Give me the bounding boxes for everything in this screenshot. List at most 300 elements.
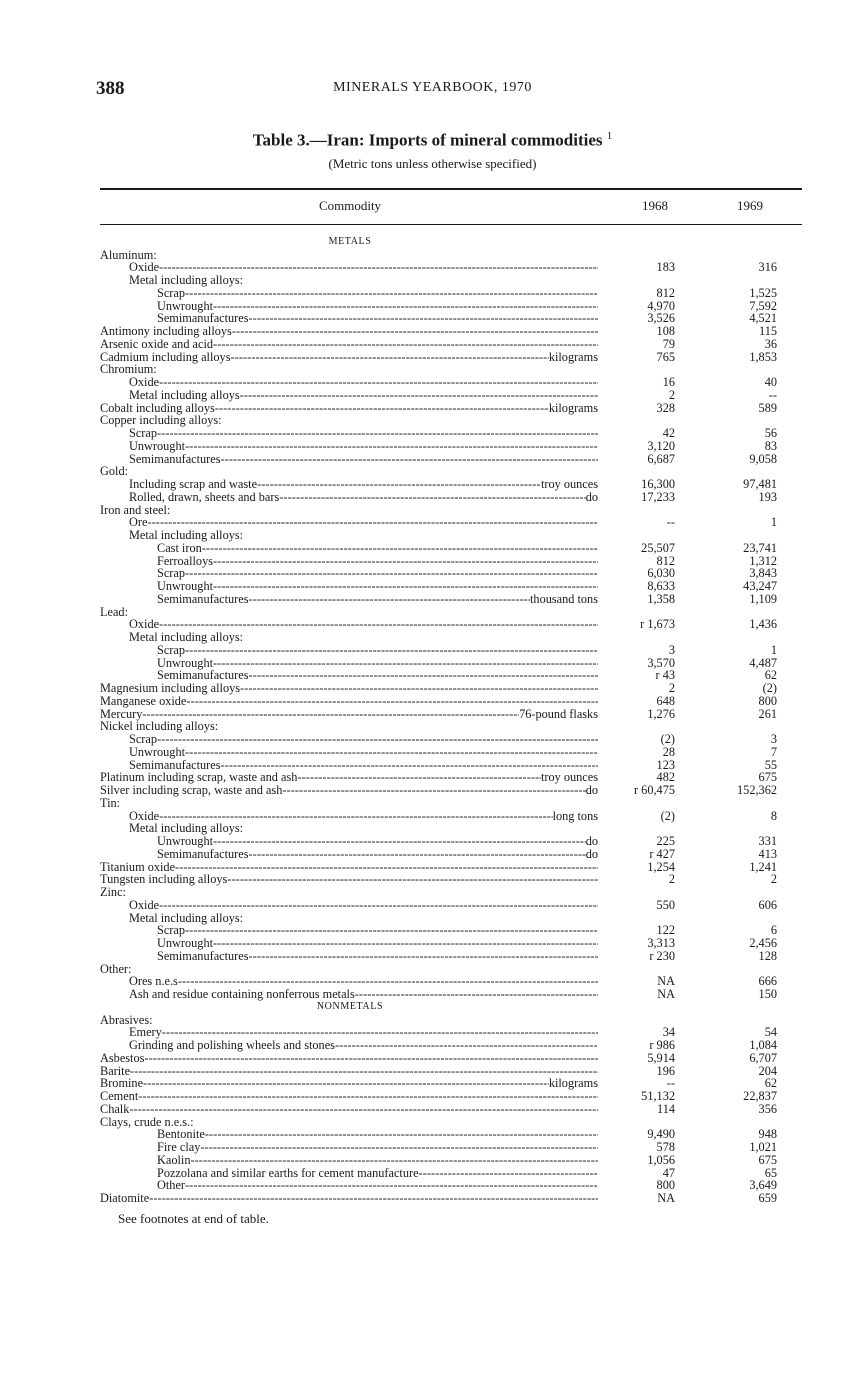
commodity-label: Chalk (100, 1103, 130, 1116)
group-label: Metal including alloys: (129, 273, 244, 287)
column-header-commodity: Commodity (318, 198, 382, 213)
group-label: Metal including alloys: (129, 911, 244, 925)
value-1969: 40 (764, 375, 777, 389)
value-1968: 4,970 (647, 299, 675, 313)
table-row (100, 580, 800, 593)
table-row (100, 733, 800, 746)
table-row (100, 427, 800, 440)
commodity-cell (157, 1128, 598, 1141)
value-1968: 812 (656, 554, 675, 568)
value-1969: 1,021 (749, 1140, 777, 1154)
commodity-label: Asbestos (100, 1052, 145, 1065)
unit-label: kilograms (548, 351, 598, 364)
leader-dots (185, 567, 598, 580)
commodity-cell (157, 835, 598, 848)
commodity-label: Other (157, 1179, 185, 1192)
value-1968: r 986 (649, 1038, 675, 1052)
table-row (100, 593, 800, 606)
value-1969: 22,837 (743, 1089, 777, 1103)
value-1968: -- (666, 1076, 675, 1090)
value-1968: 123 (656, 758, 675, 772)
table-row (100, 1154, 800, 1167)
leader-dots (213, 835, 586, 848)
value-1969: 659 (758, 1191, 777, 1205)
value-1968: 5,914 (647, 1051, 675, 1065)
leader-dots (213, 580, 598, 593)
group-heading-row (100, 274, 800, 287)
value-1968: 328 (656, 401, 675, 415)
commodity-label: Unwrought (157, 835, 214, 848)
value-1969: (2) (762, 681, 777, 695)
commodity-label: Semimanufactures (157, 312, 249, 325)
commodity-label: Grinding and polishing wheels and stones (129, 1039, 335, 1052)
value-1969: 3,649 (749, 1178, 777, 1192)
commodity-cell (129, 733, 598, 746)
group-heading-row (100, 822, 800, 835)
leader-dots (185, 287, 598, 300)
commodity-label: Cobalt including alloys (100, 402, 215, 415)
unit-label: do (585, 491, 598, 504)
commodity-cell (157, 1154, 598, 1167)
commodity-cell (157, 848, 598, 861)
value-1968: 2 (668, 388, 675, 402)
table-row (100, 784, 800, 797)
value-1969: 7,592 (749, 299, 777, 313)
commodity-label: Semimanufactures (157, 848, 249, 861)
leader-dots (335, 1039, 598, 1052)
group-heading-row (100, 797, 800, 810)
commodity-cell (100, 682, 598, 695)
commodity-label: Unwrought (157, 937, 214, 950)
value-1969: 115 (759, 324, 777, 338)
table-row (100, 376, 800, 389)
value-1969: 1,109 (749, 592, 777, 606)
leader-dots (297, 771, 541, 784)
commodity-label: Oxide (129, 899, 160, 912)
table-row (100, 1052, 800, 1065)
leader-dots (213, 937, 598, 950)
commodity-cell (157, 669, 598, 682)
commodity-cell (157, 1179, 598, 1192)
table-row (100, 669, 800, 682)
commodity-cell (157, 950, 598, 963)
value-1969: 3 (770, 732, 777, 746)
value-1969: 36 (764, 337, 777, 351)
value-1969: 23,741 (743, 541, 777, 555)
table-row (100, 325, 800, 338)
value-1968: r 43 (655, 668, 675, 682)
commodity-label: Mercury (100, 708, 143, 721)
group-label: Abrasives: (100, 1013, 153, 1027)
section-heading: NONMETALS (316, 1001, 384, 1012)
value-1969: 589 (758, 401, 777, 415)
value-1968: 16,300 (641, 477, 675, 491)
value-1969: 6,707 (749, 1051, 777, 1065)
group-heading-row (100, 529, 800, 542)
leader-dots (138, 1090, 598, 1103)
commodity-cell (100, 325, 598, 338)
commodity-label: Scrap (129, 733, 157, 746)
table-row (100, 287, 800, 300)
commodity-cell (157, 1141, 598, 1154)
table-row (100, 988, 800, 1001)
commodity-label: Emery (129, 1026, 162, 1039)
value-1968: 8,633 (647, 579, 675, 593)
value-1968: 3 (668, 643, 675, 657)
value-1968: r 60,475 (634, 783, 675, 797)
leader-dots (279, 491, 585, 504)
unit-label: kilograms (548, 402, 598, 415)
value-1969: 193 (758, 490, 777, 504)
leader-dots (249, 669, 598, 682)
group-label: Metal including alloys: (129, 528, 244, 542)
group-heading-row (100, 363, 800, 376)
commodity-label: Oxide (129, 618, 160, 631)
commodity-label: Silver including scrap, waste and ash (100, 784, 283, 797)
page-number: 388 (96, 78, 125, 99)
leader-dots (149, 1192, 598, 1205)
value-1968: 800 (656, 1178, 675, 1192)
group-label: Iron and steel: (100, 503, 171, 517)
group-label: Metal including alloys: (129, 630, 244, 644)
table-title-footnote-ref: 1 (606, 130, 613, 142)
leader-dots (190, 1154, 598, 1167)
value-1969: 666 (758, 974, 777, 988)
table-row (100, 1103, 800, 1116)
footnote: See footnotes at end of table. (118, 1211, 269, 1226)
commodity-cell (129, 478, 598, 491)
value-1968: 9,490 (647, 1127, 675, 1141)
table-row (100, 389, 800, 402)
leader-dots (178, 975, 598, 988)
leader-dots (185, 440, 598, 453)
unit-label: do (585, 848, 598, 861)
commodity-label: Unwrought (157, 300, 214, 313)
leader-dots (205, 1128, 598, 1141)
commodity-label: Unwrought (157, 580, 214, 593)
commodity-cell (129, 988, 598, 1001)
value-1969: 606 (758, 898, 777, 912)
commodity-cell (129, 1039, 598, 1052)
table-row (100, 1090, 800, 1103)
leader-dots (257, 478, 541, 491)
commodity-cell (100, 1192, 598, 1205)
value-1969: 54 (764, 1025, 777, 1039)
value-1968: 1,276 (647, 707, 675, 721)
value-1968: r 1,673 (640, 617, 675, 631)
value-1968: 3,313 (647, 936, 675, 950)
commodity-label: Scrap (157, 924, 185, 937)
value-1968: 196 (656, 1064, 675, 1078)
column-header-1969: 1969 (737, 198, 763, 213)
leader-dots (162, 1026, 598, 1039)
table-subtitle: (Metric tons unless otherwise specified) (328, 156, 537, 171)
group-heading-row (100, 465, 800, 478)
table-row (100, 1179, 800, 1192)
unit-label: kilograms (548, 1077, 598, 1090)
commodity-cell (129, 746, 598, 759)
leader-dots (232, 325, 598, 338)
value-1968: 25,507 (641, 541, 675, 555)
table-row (100, 338, 800, 351)
value-1969: 8 (770, 809, 777, 823)
commodity-cell (129, 491, 598, 504)
value-1968: -- (666, 515, 675, 529)
leader-dots (355, 988, 598, 1001)
value-1969: 152,362 (737, 783, 777, 797)
value-1968: 1,358 (647, 592, 675, 606)
commodity-label: Scrap (129, 427, 157, 440)
commodity-cell (129, 440, 598, 453)
table-row (100, 873, 800, 886)
commodity-label: Kaolin (157, 1154, 191, 1167)
value-1968: 578 (656, 1140, 675, 1154)
leader-dots (240, 682, 598, 695)
value-1968: 765 (656, 350, 675, 364)
commodity-label: Scrap (157, 567, 185, 580)
leader-dots (186, 695, 598, 708)
value-1969: 356 (758, 1102, 777, 1116)
value-1968: r 230 (649, 949, 675, 963)
commodity-label: Bentonite (157, 1128, 205, 1141)
value-1968: 3,570 (647, 656, 675, 670)
column-header-1968: 1968 (642, 198, 668, 213)
group-heading-row (100, 414, 800, 427)
group-heading-row (100, 886, 800, 899)
group-label: Nickel including alloys: (100, 719, 219, 733)
value-1969: 800 (758, 694, 777, 708)
commodity-cell (100, 1077, 598, 1090)
commodity-label: Arsenic oxide and acid (100, 338, 214, 351)
value-1968: 28 (662, 745, 675, 759)
group-label: Other: (100, 962, 132, 976)
commodity-label: Ash and residue containing nonferrous metals (129, 988, 355, 1001)
leader-dots (240, 389, 598, 402)
value-1968: 47 (662, 1166, 675, 1180)
leader-dots (185, 746, 598, 759)
leader-dots (213, 338, 598, 351)
value-1969: 150 (758, 987, 777, 1001)
leader-dots (202, 542, 598, 555)
value-1969: 83 (764, 439, 777, 453)
commodity-label: Bromine (100, 1077, 144, 1090)
table-row (100, 924, 800, 937)
value-1969: 261 (758, 707, 777, 721)
table-row (100, 1026, 800, 1039)
table-row (100, 542, 800, 555)
unit-label: do (585, 835, 598, 848)
commodity-cell (157, 567, 598, 580)
commodity-cell (157, 924, 598, 937)
value-1968: 1,254 (647, 860, 675, 874)
value-1969: 1,525 (749, 286, 777, 300)
value-1968: 3,120 (647, 439, 675, 453)
value-1969: 1,241 (749, 860, 777, 874)
leader-dots (200, 1141, 598, 1154)
unit-label: troy ounces (540, 478, 598, 491)
value-1969: 1 (770, 643, 777, 657)
commodity-cell (157, 542, 598, 555)
commodity-label: Fire clay (157, 1141, 201, 1154)
table-row (100, 746, 800, 759)
value-1969: 1,312 (749, 554, 777, 568)
table-row (100, 644, 800, 657)
value-1968: 2 (668, 681, 675, 695)
commodity-label: Scrap (157, 287, 185, 300)
table-row (100, 950, 800, 963)
commodity-cell (100, 1052, 598, 1065)
value-1969: 2 (770, 872, 777, 886)
table-title-text: Table 3.—Iran: Imports of mineral commodities (252, 130, 603, 150)
table-row (100, 1077, 800, 1090)
group-heading-row (100, 720, 800, 733)
value-1968: r 427 (649, 847, 675, 861)
value-1968: 812 (656, 286, 675, 300)
leader-dots (249, 950, 598, 963)
value-1968: 1,056 (647, 1153, 675, 1167)
unit-label: 76-pound flasks (519, 708, 598, 721)
commodity-cell (129, 1026, 598, 1039)
commodity-cell (157, 937, 598, 950)
value-1968: 79 (662, 337, 675, 351)
value-1969: 6 (770, 923, 777, 937)
table-row (100, 937, 800, 950)
leader-dots (143, 1077, 549, 1090)
table-row (100, 1141, 800, 1154)
commodity-label: Semimanufactures (157, 593, 249, 606)
leader-dots (185, 1179, 598, 1192)
commodity-cell (157, 644, 598, 657)
commodity-label: Unwrought (129, 746, 186, 759)
unit-label: thousand tons (530, 593, 598, 606)
value-1968: 51,132 (641, 1089, 675, 1103)
value-1969: 2,456 (749, 936, 777, 950)
value-1968: 6,687 (647, 452, 675, 466)
value-1968: 2 (668, 872, 675, 886)
value-1968: NA (657, 974, 675, 988)
value-1969: 413 (758, 847, 777, 861)
value-1968: 114 (657, 1102, 675, 1116)
commodity-label: Platinum including scrap, waste and ash (100, 771, 298, 784)
value-1969: 62 (764, 1076, 777, 1090)
commodity-label: Oxide (129, 810, 160, 823)
group-heading-row (100, 631, 800, 644)
value-1968: 34 (662, 1025, 675, 1039)
commodity-cell (157, 312, 598, 325)
commodity-cell (157, 580, 598, 593)
commodity-label: Unwrought (157, 657, 214, 670)
value-1969: 65 (764, 1166, 777, 1180)
unit-label: troy ounces (540, 771, 598, 784)
leader-dots (144, 1052, 598, 1065)
value-1969: 62 (764, 668, 777, 682)
group-label: Clays, crude n.e.s.: (100, 1115, 194, 1129)
commodity-label: Cast iron (157, 542, 202, 555)
value-1969: -- (768, 388, 777, 402)
group-label: Zinc: (100, 885, 126, 899)
leader-dots (157, 427, 598, 440)
value-1969: 97,481 (743, 477, 777, 491)
value-1968: 6,030 (647, 566, 675, 580)
value-1969: 675 (758, 770, 777, 784)
value-1969: 1,436 (749, 617, 777, 631)
running-head: MINERALS YEARBOOK, 1970 (333, 80, 532, 95)
value-1968: 550 (656, 898, 675, 912)
table-row (100, 1128, 800, 1141)
commodity-label: Oxide (129, 376, 160, 389)
value-1968: (2) (660, 732, 675, 746)
table-row (100, 682, 800, 695)
value-1969: 1,853 (749, 350, 777, 364)
commodity-cell (100, 338, 598, 351)
value-1968: 3,526 (647, 311, 675, 325)
commodity-label: Cadmium including alloys (100, 351, 231, 364)
value-1969: 55 (764, 758, 777, 772)
commodity-label: Metal including alloys (129, 389, 240, 402)
commodity-cell (129, 427, 598, 440)
commodity-label: Oxide (129, 261, 160, 274)
unit-label: do (585, 784, 598, 797)
unit-label: long tons (552, 810, 598, 823)
group-label: Aluminum: (100, 248, 157, 262)
commodity-cell (129, 389, 598, 402)
table-row (100, 312, 800, 325)
commodity-label: Manganese oxide (100, 695, 187, 708)
commodity-label: Semimanufactures (157, 669, 249, 682)
commodity-label: Diatomite (100, 1192, 150, 1205)
leader-dots (282, 784, 585, 797)
table-row (100, 1039, 800, 1052)
commodity-label: Rolled, drawn, sheets and bars (129, 491, 280, 504)
commodity-label: Ore (129, 516, 148, 529)
leader-dots (227, 873, 598, 886)
value-1968: 482 (656, 770, 675, 784)
commodity-label: Ferroalloys (157, 555, 214, 568)
commodity-label: Cement (100, 1090, 139, 1103)
leader-dots (249, 593, 531, 606)
commodity-label: Ores n.e.s (129, 975, 178, 988)
commodity-label: Scrap (157, 644, 185, 657)
value-1968: 17,233 (641, 490, 675, 504)
leader-dots (249, 312, 598, 325)
commodity-label: Semimanufactures (129, 759, 221, 772)
value-1969: 43,247 (743, 579, 777, 593)
leader-dots (249, 848, 586, 861)
value-1968: (2) (660, 809, 675, 823)
value-1968: NA (657, 987, 675, 1001)
commodity-label: Semimanufactures (157, 950, 249, 963)
value-1969: 316 (758, 260, 777, 274)
value-1969: 4,521 (749, 311, 777, 325)
table-row (100, 1192, 800, 1205)
commodity-label: Unwrought (129, 440, 186, 453)
commodity-cell (100, 771, 598, 784)
value-1969: 1 (770, 515, 777, 529)
value-1968: NA (657, 1191, 675, 1205)
leader-dots (185, 644, 598, 657)
value-1968: 108 (656, 324, 675, 338)
commodity-cell (100, 695, 598, 708)
value-1969: 948 (758, 1127, 777, 1141)
commodity-cell (100, 873, 598, 886)
value-1968: 648 (656, 694, 675, 708)
group-label: Tin: (100, 796, 121, 810)
table-row (100, 848, 800, 861)
commodity-label: Semimanufactures (129, 453, 221, 466)
value-1968: 225 (656, 834, 675, 848)
value-1969: 675 (758, 1153, 777, 1167)
leader-dots (159, 376, 598, 389)
